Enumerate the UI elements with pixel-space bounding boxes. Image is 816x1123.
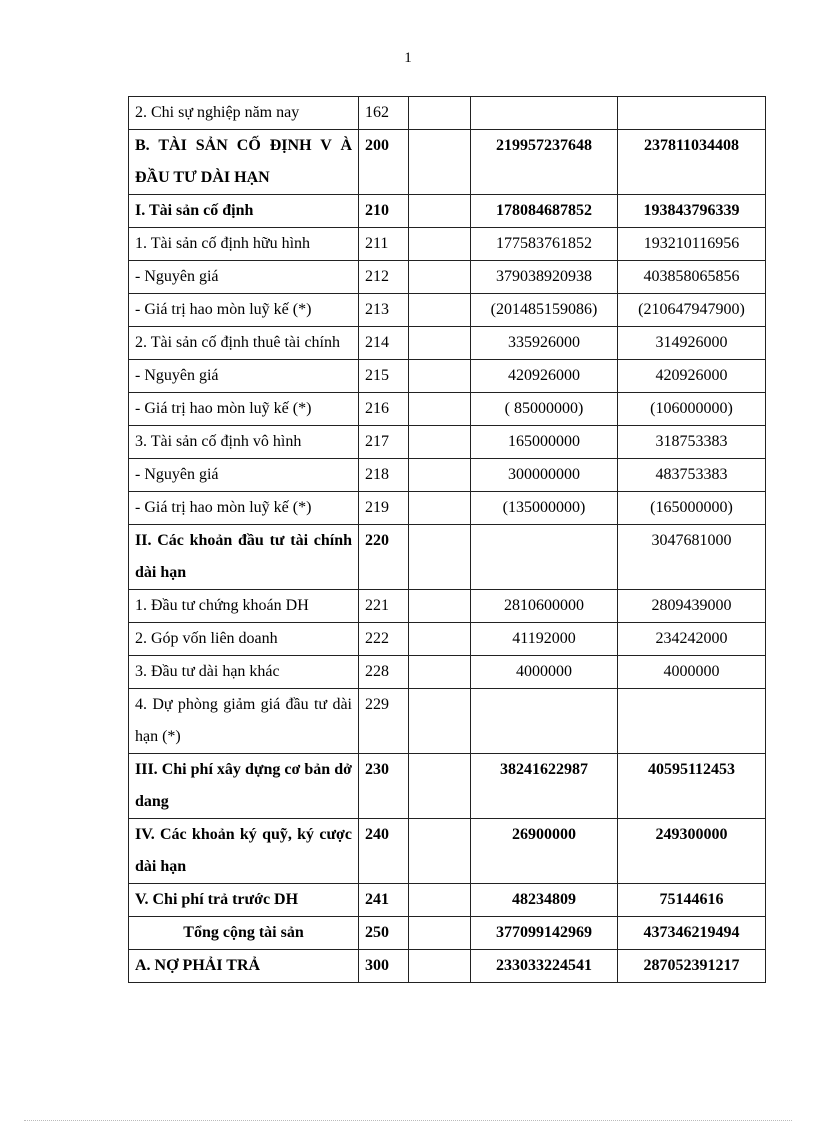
row-note-cell [409, 525, 471, 590]
row-name-cell: 2. Chi sự nghiệp năm nay [129, 97, 359, 130]
row-begin-value-cell: 38241622987 [471, 754, 618, 819]
row-end-value-cell [618, 689, 766, 754]
row-note-cell [409, 97, 471, 130]
row-begin-value-cell: 377099142969 [471, 917, 618, 950]
row-end-value-cell [618, 97, 766, 130]
row-note-cell [409, 492, 471, 525]
table-row [129, 884, 766, 917]
row-begin-value-cell: (135000000) [471, 492, 618, 525]
row-name-cell: 1. Tài sản cố định hữu hình [129, 228, 359, 261]
table-row [129, 459, 766, 492]
table-row [129, 130, 766, 195]
row-name-cell: 4. Dự phòng giảm giá đầu tư dài hạn (*) [129, 689, 359, 754]
row-note-cell [409, 130, 471, 195]
row-name-cell: - Nguyên giá [129, 261, 359, 294]
row-note-cell [409, 426, 471, 459]
row-end-value-cell: 40595112453 [618, 754, 766, 819]
row-note-cell [409, 228, 471, 261]
row-name-cell: - Nguyên giá [129, 360, 359, 393]
table-row [129, 426, 766, 459]
row-code-cell: 240 [359, 819, 409, 884]
row-name-cell: - Giá trị hao mòn luỹ kế (*) [129, 393, 359, 426]
table-row [129, 360, 766, 393]
row-begin-value-cell [471, 97, 618, 130]
row-code-cell: 215 [359, 360, 409, 393]
row-begin-value-cell: 2810600000 [471, 590, 618, 623]
row-note-cell [409, 623, 471, 656]
row-name-cell: - Giá trị hao mòn luỹ kế (*) [129, 294, 359, 327]
row-begin-value-cell: 165000000 [471, 426, 618, 459]
row-begin-value-cell: 420926000 [471, 360, 618, 393]
row-begin-value-cell: 300000000 [471, 459, 618, 492]
row-end-value-cell: 437346219494 [618, 917, 766, 950]
row-begin-value-cell [471, 689, 618, 754]
table-row [129, 819, 766, 884]
row-code-cell: 221 [359, 590, 409, 623]
row-code-cell: 162 [359, 97, 409, 130]
balance-sheet-table [128, 96, 766, 983]
row-end-value-cell: 403858065856 [618, 261, 766, 294]
row-end-value-cell: 3047681000 [618, 525, 766, 590]
balance-sheet-body [129, 97, 766, 983]
row-begin-value-cell: 379038920938 [471, 261, 618, 294]
row-name-cell: V. Chi phí trả trước DH [129, 884, 359, 917]
row-end-value-cell: 234242000 [618, 623, 766, 656]
table-row [129, 656, 766, 689]
row-code-cell: 219 [359, 492, 409, 525]
row-name-cell: IV. Các khoản ký quỹ, ký cược dài hạn [129, 819, 359, 884]
row-note-cell [409, 754, 471, 819]
row-code-cell: 222 [359, 623, 409, 656]
table-row [129, 525, 766, 590]
row-note-cell [409, 294, 471, 327]
row-note-cell [409, 590, 471, 623]
table-row [129, 590, 766, 623]
row-begin-value-cell: ( 85000000) [471, 393, 618, 426]
row-begin-value-cell: 26900000 [471, 819, 618, 884]
row-begin-value-cell: 335926000 [471, 327, 618, 360]
row-note-cell [409, 195, 471, 228]
row-begin-value-cell: 178084687852 [471, 195, 618, 228]
row-end-value-cell: (165000000) [618, 492, 766, 525]
row-end-value-cell: 249300000 [618, 819, 766, 884]
table-row [129, 754, 766, 819]
row-code-cell: 200 [359, 130, 409, 195]
row-note-cell [409, 950, 471, 983]
row-name-cell: II. Các khoản đầu tư tài chính dài hạn [129, 525, 359, 590]
row-begin-value-cell: 48234809 [471, 884, 618, 917]
row-note-cell [409, 689, 471, 754]
row-name-cell: I. Tài sản cố định [129, 195, 359, 228]
row-note-cell [409, 393, 471, 426]
row-code-cell: 210 [359, 195, 409, 228]
row-end-value-cell: 314926000 [618, 327, 766, 360]
row-name-cell: - Nguyên giá [129, 459, 359, 492]
row-code-cell: 300 [359, 950, 409, 983]
row-name-cell: III. Chi phí xây dựng cơ bản dở dang [129, 754, 359, 819]
row-begin-value-cell: 233033224541 [471, 950, 618, 983]
row-end-value-cell: 318753383 [618, 426, 766, 459]
row-note-cell [409, 884, 471, 917]
row-end-value-cell: 420926000 [618, 360, 766, 393]
row-name-cell: - Giá trị hao mòn luỹ kế (*) [129, 492, 359, 525]
row-end-value-cell: 2809439000 [618, 590, 766, 623]
row-end-value-cell: 193210116956 [618, 228, 766, 261]
row-name-cell: 1. Đầu tư chứng khoán DH [129, 590, 359, 623]
row-code-cell: 220 [359, 525, 409, 590]
row-code-cell: 241 [359, 884, 409, 917]
row-name-cell: B. TÀI SẢN CỐ ĐỊNH V À ĐẦU TƯ DÀI HẠN [129, 130, 359, 195]
row-begin-value-cell: 219957237648 [471, 130, 618, 195]
row-end-value-cell: 4000000 [618, 656, 766, 689]
row-note-cell [409, 459, 471, 492]
page-bottom-divider [24, 1120, 792, 1121]
row-code-cell: 212 [359, 261, 409, 294]
table-row [129, 261, 766, 294]
row-end-value-cell: 483753383 [618, 459, 766, 492]
row-begin-value-cell: 177583761852 [471, 228, 618, 261]
row-begin-value-cell: 41192000 [471, 623, 618, 656]
row-end-value-cell: 75144616 [618, 884, 766, 917]
row-note-cell [409, 917, 471, 950]
row-begin-value-cell [471, 525, 618, 590]
row-code-cell: 216 [359, 393, 409, 426]
table-row [129, 294, 766, 327]
page-number: 1 [404, 50, 412, 66]
row-name-cell: 2. Tài sản cố định thuê tài chính [129, 327, 359, 360]
table-row [129, 950, 766, 983]
row-end-value-cell: (210647947900) [618, 294, 766, 327]
row-note-cell [409, 261, 471, 294]
row-note-cell [409, 656, 471, 689]
row-code-cell: 218 [359, 459, 409, 492]
row-code-cell: 213 [359, 294, 409, 327]
table-row [129, 917, 766, 950]
row-code-cell: 250 [359, 917, 409, 950]
row-code-cell: 217 [359, 426, 409, 459]
row-note-cell [409, 360, 471, 393]
table-row [129, 393, 766, 426]
row-name-cell: A. NỢ PHẢI TRẢ [129, 950, 359, 983]
row-name-cell: Tổng cộng tài sản [129, 917, 359, 950]
row-end-value-cell: 193843796339 [618, 195, 766, 228]
table-row [129, 195, 766, 228]
row-note-cell [409, 819, 471, 884]
row-code-cell: 229 [359, 689, 409, 754]
row-name-cell: 2. Góp vốn liên doanh [129, 623, 359, 656]
table-row [129, 492, 766, 525]
row-note-cell [409, 327, 471, 360]
row-code-cell: 211 [359, 228, 409, 261]
table-row [129, 228, 766, 261]
row-name-cell: 3. Đầu tư dài hạn khác [129, 656, 359, 689]
row-name-cell: 3. Tài sản cố định vô hình [129, 426, 359, 459]
row-code-cell: 214 [359, 327, 409, 360]
table-row [129, 623, 766, 656]
row-begin-value-cell: (201485159086) [471, 294, 618, 327]
row-begin-value-cell: 4000000 [471, 656, 618, 689]
row-end-value-cell: (106000000) [618, 393, 766, 426]
table-row [129, 97, 766, 130]
row-end-value-cell: 287052391217 [618, 950, 766, 983]
table-row [129, 689, 766, 754]
row-code-cell: 228 [359, 656, 409, 689]
row-end-value-cell: 237811034408 [618, 130, 766, 195]
row-code-cell: 230 [359, 754, 409, 819]
table-row [129, 327, 766, 360]
